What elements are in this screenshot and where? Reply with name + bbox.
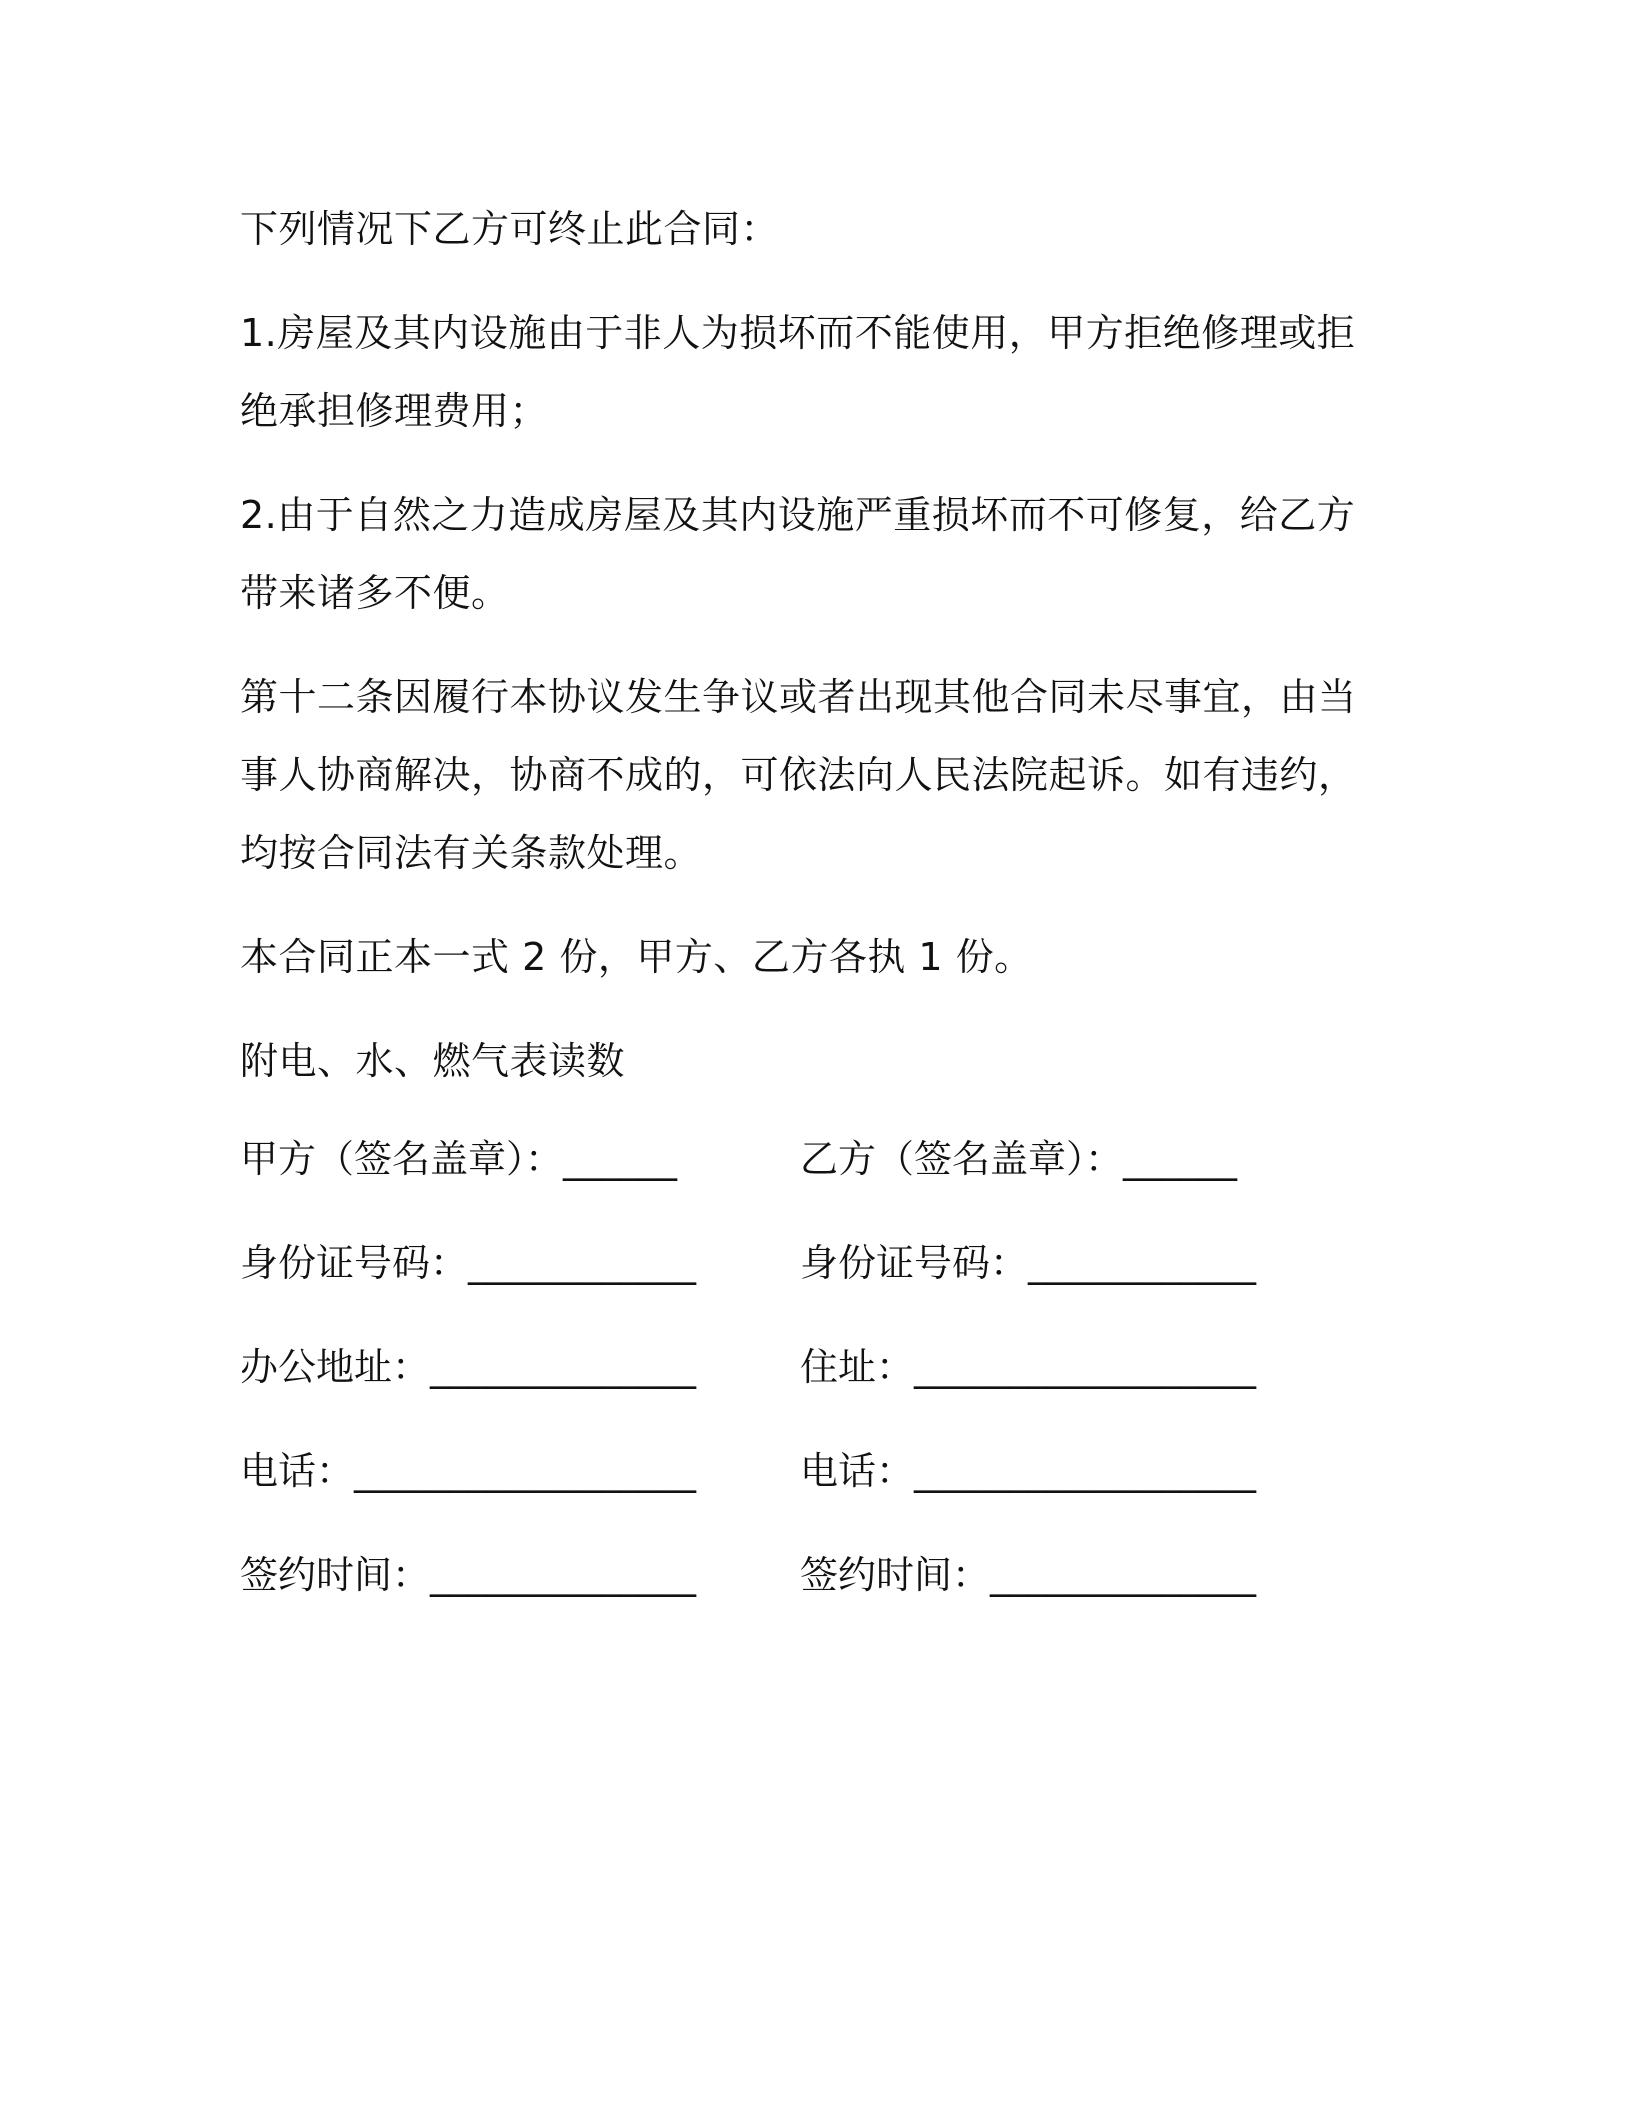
signature-row <box>240 1432 1370 1536</box>
party-b-signing-date-field: 签约时间：______________ <box>800 1553 1257 1597</box>
signature-row <box>240 1120 1370 1224</box>
meter-readings-note: 附电、水、燃气表读数 <box>240 1039 626 1083</box>
party-a-office-address-field: 办公地址：______________ <box>240 1345 697 1389</box>
document-body <box>240 190 1370 1126</box>
party-b-phone-field: 电话：__________________ <box>800 1449 1257 1493</box>
signature-row <box>240 1224 1370 1328</box>
termination-intro: 下列情况下乙方可终止此合同： <box>240 207 780 251</box>
termination-clause-1: 1.房屋及其内设施由于非人为损坏而不能使用，甲方拒绝修理或拒绝承担修理费用； <box>240 311 1356 433</box>
copies-statement: 本合同正本一式 2 份，甲方、乙方各执 1 份。 <box>240 935 1033 979</box>
party-a-signature-field: 甲方（签名盖章）：______ <box>240 1137 678 1181</box>
party-a-id-number-field: 身份证号码：____________ <box>240 1241 697 1285</box>
party-b-id-number-field: 身份证号码：____________ <box>800 1241 1257 1285</box>
signature-row <box>240 1328 1370 1432</box>
party-b-signature-field: 乙方（签名盖章）：______ <box>800 1137 1238 1181</box>
party-b-address-field: 住址：__________________ <box>800 1345 1257 1389</box>
article-12-dispute: 第十二条因履行本协议发生争议或者出现其他合同未尽事宜，由当事人协商解决，协商不成的，可依法向人民法院起诉。如有违约，均按合同法有关条款处理。 <box>240 675 1357 875</box>
signature-row <box>240 1536 1370 1640</box>
signature-block <box>240 1120 1370 1640</box>
termination-clause-2: 2.由于自然之力造成房屋及其内设施严重损坏而不可修复，给乙方带来诸多不便。 <box>240 493 1356 615</box>
party-a-signing-date-field: 签约时间：______________ <box>240 1553 697 1597</box>
party-a-phone-field: 电话：__________________ <box>240 1449 697 1493</box>
